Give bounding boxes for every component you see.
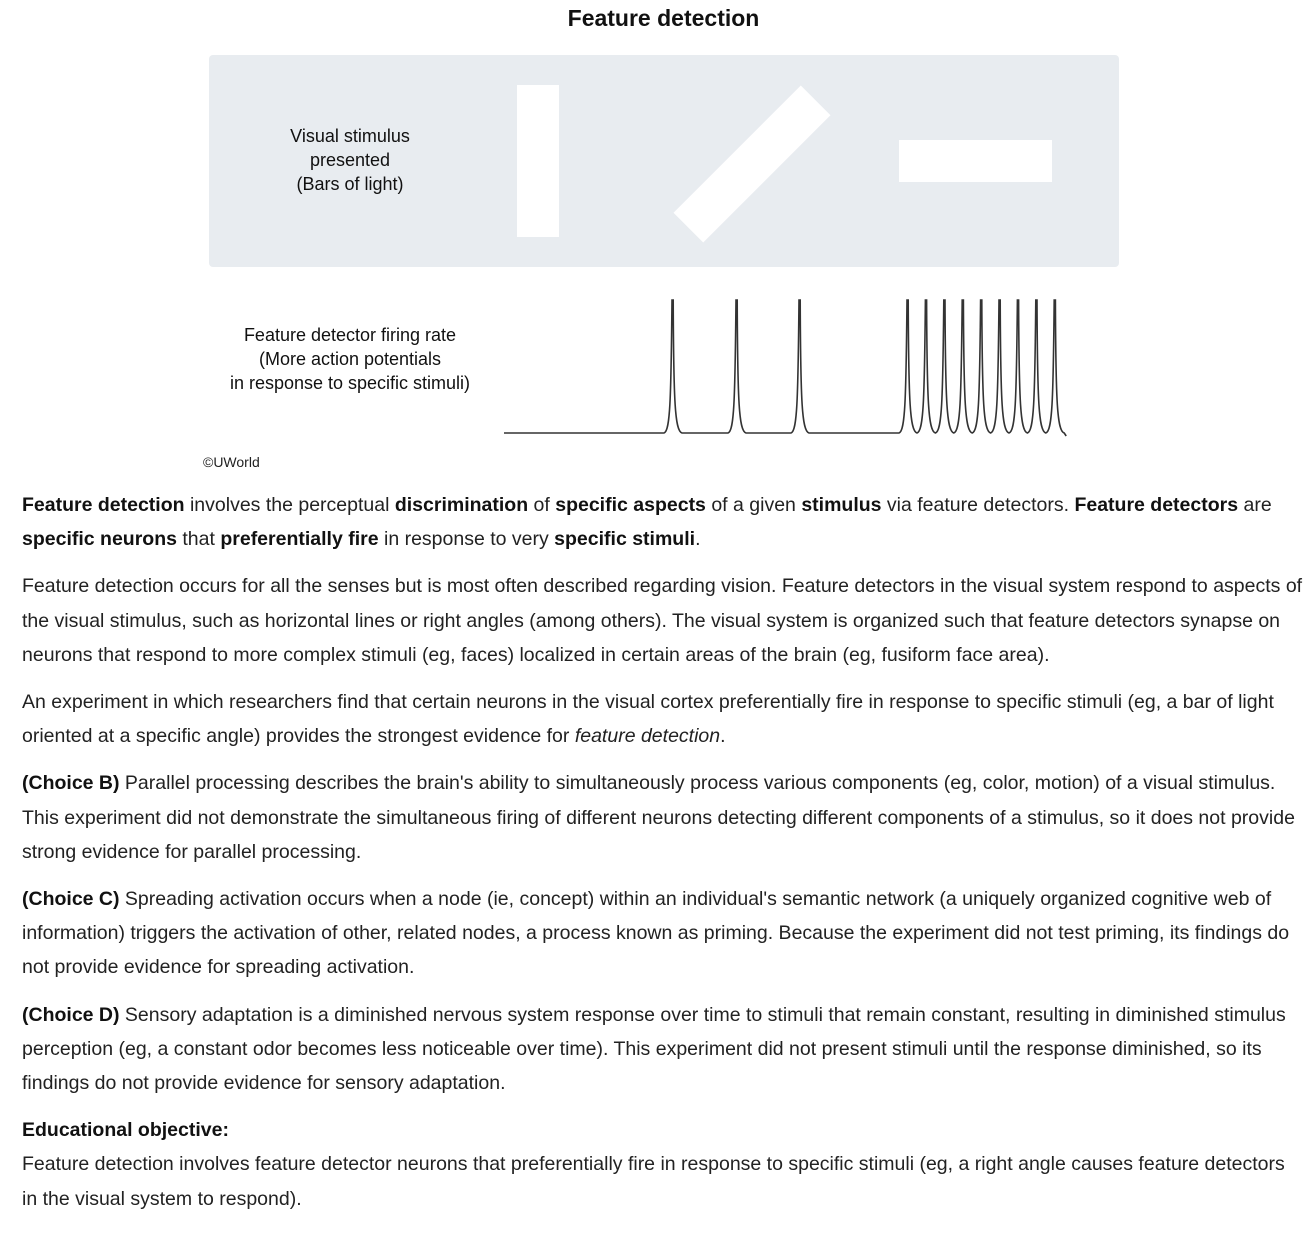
educational-objective — [22, 1113, 1304, 1216]
paragraph-vision: Feature detection occurs for all the senses but is most often described regarding vision. Feature detectors in the visual system respond to aspects of the visual stimulus, such as horizontal lines or right angles (among others). The visual system is organized such that feature detectors synapse on neurons that respond to more complex stimuli (eg, faces) localized in certain areas of the brain (eg, fusiform face area). — [22, 575, 1303, 666]
stimulus-label-line: (Bars of light) — [296, 174, 404, 194]
stimulus-label-line: presented — [309, 150, 391, 170]
objective-text: Feature detection involves feature detector neurons that preferentially fire in response to specific stimuli (eg, a right angle causes feature detectors in the visual system to respond). — [22, 1153, 1285, 1210]
paragraph-definition: Feature detection involves the perceptual discrimination of specific aspects of a given stimulus via feature detectors. Feature detectors are specific neurons that preferentially fire in response to very specific stimuli. — [22, 494, 1272, 551]
explanation-text — [22, 488, 1304, 1229]
paragraph-choice-c: (Choice C) Spreading activation occurs when a node (ie, concept) within an individual's semantic network (a uniquely organized cognitive web of information) triggers the activation of other, related nodes, a process known as priming. Because the experiment did not test priming, its findings do not provide evidence for spreading activation. — [22, 888, 1290, 979]
firing-rate-label-line: Feature detector firing rate — [243, 325, 457, 345]
stimulus-label-line: Visual stimulus — [290, 126, 410, 146]
paragraph-choice-b: (Choice B) Parallel processing describes the brain's ability to simultaneously process various components (eg, color, motion) of a visual stimulus. This experiment did not demonstrate the simultaneous firing of different neurons detecting different components of a stimulus, so it does not provide strong evidence for parallel processing. — [22, 772, 1295, 863]
feature-detection-figure — [0, 0, 1307, 480]
spike-trace-line — [504, 300, 1066, 436]
copyright-notice: ©UWorld — [203, 454, 260, 470]
paragraph-experiment: An experiment in which researchers find that certain neurons in the visual cortex preferentially fire in response to specific stimuli (eg, a bar of light oriented at a specific angle) provides the strongest evidence for feature detection. — [22, 691, 1274, 748]
action-potential-trace — [0, 0, 1307, 480]
figure-title: Feature detection — [567, 5, 760, 31]
paragraph-choice-d: (Choice D) Sensory adaptation is a diminished nervous system response over time to stimuli that remain constant, resulting in diminished stimulus perception (eg, a constant odor becomes less noticeable over time). This experiment did not present stimuli until the response diminished, so its findings do not provide evidence for sensory adaptation. — [22, 1003, 1286, 1095]
objective-heading: Educational objective: — [22, 1119, 229, 1142]
firing-rate-label-line: (More action potentials — [258, 349, 442, 369]
firing-rate-label-line: in response to specific stimuli) — [229, 373, 471, 393]
